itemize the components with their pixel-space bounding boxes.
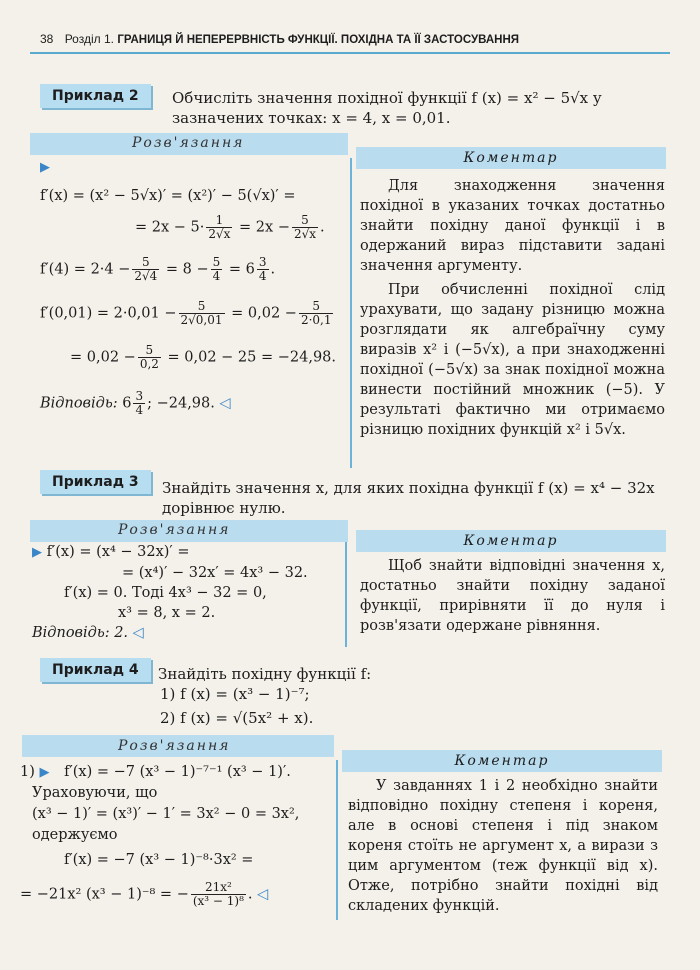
chapter-prefix: Розділ 1. xyxy=(64,32,114,46)
text: ; −24,98. xyxy=(147,395,215,412)
denominator: 4 xyxy=(212,269,221,283)
text: = 6 xyxy=(228,261,255,278)
example-4-divider xyxy=(336,760,338,920)
solution-end-icon: ◁ xyxy=(219,395,231,412)
solution-line: f′(4) = 2·4 − $\frac{5}{2√4}$ = 8 − $\frac{5}{4}$ = 6 $\frac{3}{4}$ . xyxy=(40,255,276,283)
solution-line: = 2x − 5· $\frac{1}{2√x}$ = 2x − $\frac{5}{2√x}$ . xyxy=(135,213,325,241)
denominator: 2·0,1 xyxy=(300,313,332,327)
fraction xyxy=(257,256,269,283)
fraction xyxy=(206,214,232,241)
example-3-task: Знайдіть значення x, для яких похідна функції f (x) = x⁴ − 32x дорівнює нулю. xyxy=(162,479,655,517)
fraction xyxy=(133,390,145,417)
numerator: 5 xyxy=(299,300,334,314)
example-3-solution-title: Розв'язання xyxy=(118,522,231,538)
example-2-divider xyxy=(350,158,352,468)
page-header xyxy=(40,32,660,46)
example-3-comment-title: Коментар xyxy=(356,530,666,552)
numerator: 5 xyxy=(292,214,318,228)
task-text: Знайдіть похідну функції f: xyxy=(158,665,372,683)
header-rule xyxy=(30,52,670,54)
denominator: (x³ − 1)⁸ xyxy=(192,894,244,908)
solution-line: f′(x) = −7 (x³ − 1)⁻⁸·3x² = xyxy=(64,852,254,868)
numerator: 3 xyxy=(135,389,144,403)
text: f′(x) = −7 (x³ − 1)⁻⁷⁻¹ (x³ − 1)′. xyxy=(64,764,291,780)
numerator: 1 xyxy=(206,214,232,228)
solution-line xyxy=(40,344,345,390)
numerator: 5 xyxy=(132,256,159,270)
example-4-solution-title: Розв'язання xyxy=(118,738,231,754)
example-4-comment: У завданнях 1 і 2 необхідно знайти відповідно похідну степеня і кореня, але в основі степеня і під знаком кореня стоїть не аргумент x, а вирази з цим аргументом (теж функції від x). Отже, потрібно знайти похідні від складених функцій. xyxy=(348,778,658,914)
text: = 0,02 − xyxy=(231,305,297,322)
numerator: 5 xyxy=(212,255,221,269)
example-2-task: Обчисліть значення похідної функції f (x) = x² − 5√x у зазначених точках: x = 4, x = 0,01. xyxy=(172,89,602,127)
example-4-solution xyxy=(20,762,334,908)
solution-line: x³ = 8, x = 2. xyxy=(118,605,216,621)
text: = −21x² (x³ − 1)⁻⁸ = − xyxy=(20,886,189,903)
solution-line xyxy=(40,300,345,344)
fraction xyxy=(191,881,246,908)
example-2-solution-title: Розв'язання xyxy=(132,135,245,151)
denominator: 4 xyxy=(135,403,144,417)
fraction xyxy=(132,256,159,283)
solution-line: одержуємо xyxy=(32,827,118,843)
solution-line: (x³ − 1)′ = (x³)′ − 1′ = 3x² − 0 = 3x², xyxy=(32,806,300,822)
solution-line xyxy=(20,762,334,783)
example-2-solution xyxy=(40,184,345,430)
task-item: 2) f (x) = √(5x² + x). xyxy=(160,709,314,727)
numerator: 21x² xyxy=(191,881,246,895)
answer-line xyxy=(40,390,345,430)
solution-start-icon: ▶ xyxy=(40,160,50,175)
denominator: 2√x xyxy=(293,227,317,241)
example-3-label: Приклад 3 xyxy=(40,470,151,494)
denominator: 4 xyxy=(258,269,267,283)
denominator: 2√0,01 xyxy=(180,313,223,327)
solution-start-icon: ▶ xyxy=(32,545,42,560)
chapter-title: ГРАНИЦЯ Й НЕПЕРЕРВНІСТЬ ФУНКЦІЇ. ПОХІДНА ТА ЇЇ ЗАСТОСУВАННЯ xyxy=(117,34,520,46)
solution-line: = −21x² (x³ − 1)⁻⁸ = − $\frac{\text{21x²}}{\text{(x³ − 1)⁸}}$ . ◁ xyxy=(20,880,269,908)
item-number: 1) xyxy=(20,764,35,780)
example-4-task xyxy=(158,664,558,728)
text: 6 xyxy=(122,395,132,412)
text: = 2x − 5· xyxy=(135,219,205,236)
text: f′(4) = 2·4 − xyxy=(40,261,131,278)
example-2-comment-title: Коментар xyxy=(356,147,666,169)
denominator: 0,2 xyxy=(139,357,159,371)
numerator: 3 xyxy=(258,255,267,269)
denominator: 2√x xyxy=(208,227,231,241)
solution-line: f′(x) = 0. Тоді 4x³ − 32 = 0, xyxy=(64,585,267,601)
page-number: 38 xyxy=(40,32,54,46)
answer-label: Відповідь: xyxy=(40,395,118,412)
text: f′(x) = (x⁴ − 32x)′ = xyxy=(46,544,190,560)
text: = 8 − xyxy=(165,261,209,278)
solution-line xyxy=(32,542,344,563)
numerator: 5 xyxy=(179,300,225,314)
example-3-solution xyxy=(32,542,344,643)
fraction xyxy=(179,300,225,327)
fraction xyxy=(211,256,223,283)
fraction xyxy=(138,344,161,371)
numerator: 5 xyxy=(138,344,161,358)
answer-line xyxy=(32,623,344,643)
example-4-comment-title: Коментар xyxy=(342,750,662,772)
solution-line: Ураховуючи, що xyxy=(32,785,158,801)
denominator: 2√4 xyxy=(134,269,158,283)
fraction xyxy=(292,214,318,241)
example-3-divider xyxy=(345,542,347,647)
solution-line: f′(x) = (x² − 5√x)′ = (x²)′ − 5(√x)′ = xyxy=(40,188,296,204)
example-2-label: Приклад 2 xyxy=(40,84,151,108)
example-4-label: Приклад 4 xyxy=(40,658,151,682)
comment-paragraph: Для знаходження значення похідної в указаних точках достатньо знайти похідну даної функції і в одержаний вираз підставити задані значення аргументу. xyxy=(360,178,665,274)
text: = 0,02 − xyxy=(70,349,136,366)
solution-end-icon: ◁ xyxy=(257,886,269,903)
example-2-comment xyxy=(360,176,665,440)
solution-end-icon: ◁ xyxy=(132,625,144,641)
text: f′(0,01) = 2·0,01 − xyxy=(40,305,177,322)
solution-line: = (x⁴)′ − 32x′ = 4x³ − 32. xyxy=(122,565,308,581)
example-3-comment: Щоб знайти відповідні значення x, достатньо знайти похідну заданої функції, прирівняти її до нуля і розв'язати одержане рівняння. xyxy=(360,558,665,634)
text: = 0,02 − 25 = −24,98. xyxy=(167,349,337,366)
task-item: 1) f (x) = (x³ − 1)⁻⁷; xyxy=(160,685,310,703)
solution-start-icon: ▶ xyxy=(39,765,50,780)
comment-paragraph: При обчисленні похідної слід урахувати, що задану різницю можна розглядати як алгебраїчну суму виразів x² і (−5√x), а при знаходженні похідної (−5√x) за знак похідної можна винести постійний множник (−5). У результаті фактично ми отримаємо різницю похідних функцій x² і 5√x. xyxy=(360,282,665,438)
text: = 2x − xyxy=(239,219,290,236)
fraction xyxy=(299,300,334,327)
answer-text: Відповідь: 2. xyxy=(32,625,129,641)
